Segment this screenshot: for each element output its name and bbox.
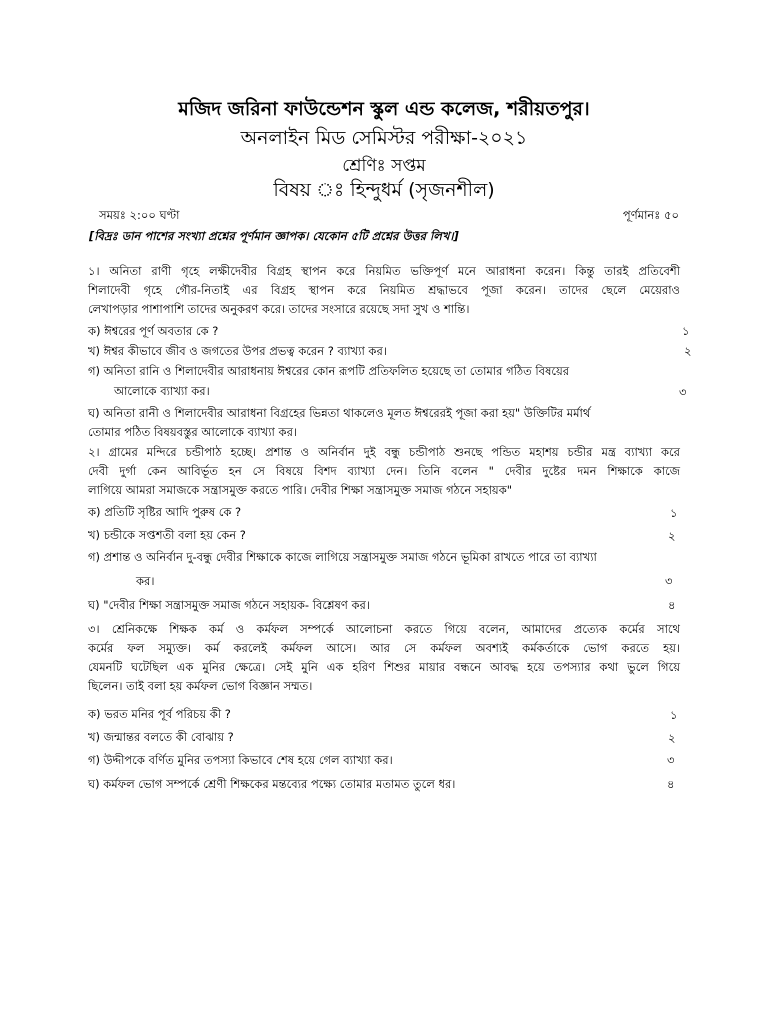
q3-part-a: ক) ভরত মনির পূর্ব পরিচয় কী ? xyxy=(88,707,231,721)
q2-part-c-mark: ৩ xyxy=(665,574,673,588)
q3-part-a-mark: ১ xyxy=(670,708,678,722)
stem-line: ৩। শ্রেনিকক্ষে শিক্ষক কর্ম ও কর্মফল সম্পর্কে আলোচনা করতে গিয়ে বলেন, আমাদের প্রত্যেক কর্মের সাথে xyxy=(88,622,680,636)
q3-part-c-mark: ৩ xyxy=(667,753,675,767)
q1-part-c-mark: ৩ xyxy=(679,385,687,399)
q3-part-c: গ) উদ্দীপকে বর্ণিত মুনির তপস্যা কিভাবে শেষ হয়ে গেল ব্যাখ্যা কর। xyxy=(88,753,393,767)
stem-line: ছিলেন। তাই বলা হয় কর্মফল ভোগ বিজ্ঞান সম্মত। xyxy=(88,679,313,693)
q2-part-d-mark: ৪ xyxy=(668,598,676,612)
subject-label: বিষয় ঃ হিন্দুধর্ম (সৃজনশীল) xyxy=(273,179,495,201)
school-name: মজিদ জরিনা ফাউন্ডেশন স্কুল এন্ড কলেজ, শরীয়তপুর। xyxy=(178,98,590,120)
q2-part-b-mark: ২ xyxy=(668,529,676,543)
q2-part-a-mark: ১ xyxy=(670,506,678,520)
q2-part-a: ক) প্রতিটি সৃষ্টির আদি পুরুষ কে ? xyxy=(88,505,242,519)
q3-part-d-mark: ৪ xyxy=(667,777,675,791)
q3-part-b-mark: ২ xyxy=(668,731,676,745)
exam-title: অনলাইন মিড সেমিস্টর পরীক্ষা-২০২১ xyxy=(240,127,528,149)
q2-part-b: খ) চন্ডীকে সপ্তশতী বলা হয় কেন ? xyxy=(88,528,246,542)
q2-part-c: গ) প্রশান্ত ও অনির্বান দু-বন্ধু দেবীর শিক্ষাকে কাজে লাগিয়ে সন্ত্রাসমুক্ত সমাজ গঠনে ভূমিকা রাখতে পারে তা ব্যাখ্যা xyxy=(88,550,597,564)
q1-part-a: ক) ঈশ্বরের পূর্ণ অবতার কে ? xyxy=(88,324,219,338)
q1-part-a-mark: ১ xyxy=(682,324,690,338)
q1-part-d: ঘ) অনিতা রানী ও শিলাদেবীর আরাধনা বিগ্রহের ভিন্নতা থাকলেও মূলত ঈশ্বরেরই পূজা করা হয়" উক্তিটির মর্মার্থ xyxy=(88,406,591,420)
q3-part-b: খ) জন্মান্তর বলতে কী বোঝায় ? xyxy=(88,730,234,744)
stem-line: শিলাদেবী গৃহে গৌর-নিতাই এর বিগ্রহ স্থাপন করে নিয়মিত শ্রদ্ধাভবে পূজা করেন। তাদের ছেলে মেয়েরাও xyxy=(88,283,680,297)
q3-part-d: ঘ) কর্মফল ভোগ সম্পর্কে শ্রেণী শিক্ষকের মন্তব্যের পক্ষ্যে তোমার মতামত তুলে ধর। xyxy=(88,777,456,791)
q1-part-c-cont: আলোকে ব্যাখ্যা কর। xyxy=(114,384,210,398)
stem-line: ২। গ্রামের মন্দিরে চন্ডীপাঠ হচ্ছে। প্রশান্ত ও অনির্বান দুই বন্ধু চন্ডীপাঠ শুনছে পন্ডিত মহাশয় চন্ডীর মন্ত্র ব্যাখ্যা করে xyxy=(88,445,680,459)
stem-line: যেমনটি ঘটেছিল এক মুনির ক্ষেত্রে। সেই মুনি এক হরিণ শিশুর মায়ার বন্ধনে আবদ্ধ হয়ে তপস্যার কথা ভুলে গিয়ে xyxy=(88,660,680,674)
question-3-stem xyxy=(88,620,680,696)
stem-line: ১। অনিতা রাণী গৃহে লক্ষীদেবীর বিগ্রহ স্থাপন করে নিয়মিত ভক্তিপূর্ণ মনে আরাধনা করেন। কিন্তু তারই প্রতিবেশী xyxy=(88,264,680,278)
full-marks: পূর্ণমানঃ ৫০ xyxy=(622,208,679,222)
exam-time: সময়ঃ ২:০০ ঘণ্টা xyxy=(99,208,180,222)
q1-part-d-cont: তোমার পঠিত বিষয়বস্তুর আলোকে ব্যাখ্যা কর। xyxy=(88,425,298,439)
class-label: শ্রেণিঃ সপ্তম xyxy=(342,156,426,176)
q1-part-b-mark: ২ xyxy=(684,344,692,358)
question-1-stem xyxy=(88,262,680,319)
q2-part-d: ঘ) "দেবীর শিক্ষা সন্ত্রাসমুক্ত সমাজ গঠনে সহায়ক- বিশ্লেষণ কর। xyxy=(88,598,370,612)
q2-part-c-cont: কর। xyxy=(136,574,155,588)
instruction-note: [বিদ্রঃ ডান পাশের সংখ্যা প্রশ্নের পূর্ণমান জ্ঞাপক। যেকোন ৫টি প্রশ্নের উত্তর লিখ।] xyxy=(89,229,459,243)
q1-part-b: খ) ঈশ্বর কীভাবে জীব ও জগতের উপর প্রভত্ব করেন ? ব্যাখ্যা কর। xyxy=(88,344,387,358)
stem-line: কর্মের ফল সম্যুক্ত। কর্ম করলেই কর্মফল আসে। আর সে কর্মফল অবশ্যই কর্মকর্তাকে ভোগ করতে হয়। xyxy=(88,641,680,655)
stem-line: দেবী দুর্গা কেন আবির্ভূত হন সে বিষয়ে বিশদ ব্যাখ্যা দেন। তিনি বলেন " দেবীর দুষ্টের দমন শিক্ষাকে কাজে xyxy=(88,464,680,478)
question-2-stem xyxy=(88,443,680,500)
stem-line: লেখাপড়ার পাশাপাশি তাদের অনুকরণ করে। তাদের সংসারে রয়েছে সদা সুখ ও শান্তি। xyxy=(88,302,470,316)
q1-part-c: গ) অনিতা রানি ও শিলাদেবীর আরাধনায় ঈশ্বরের কোন রূপটি প্রতিফলিত হয়েছে তা তোমার গঠিত বিষয়ের xyxy=(88,364,570,378)
stem-line: লাগিয়ে আমরা সমাজকে সন্ত্রাসমুক্ত করতে পারি। দেবীর শিক্ষা সন্ত্রাসমুক্ত সমাজ গঠনে সহায়ক" xyxy=(88,483,513,497)
